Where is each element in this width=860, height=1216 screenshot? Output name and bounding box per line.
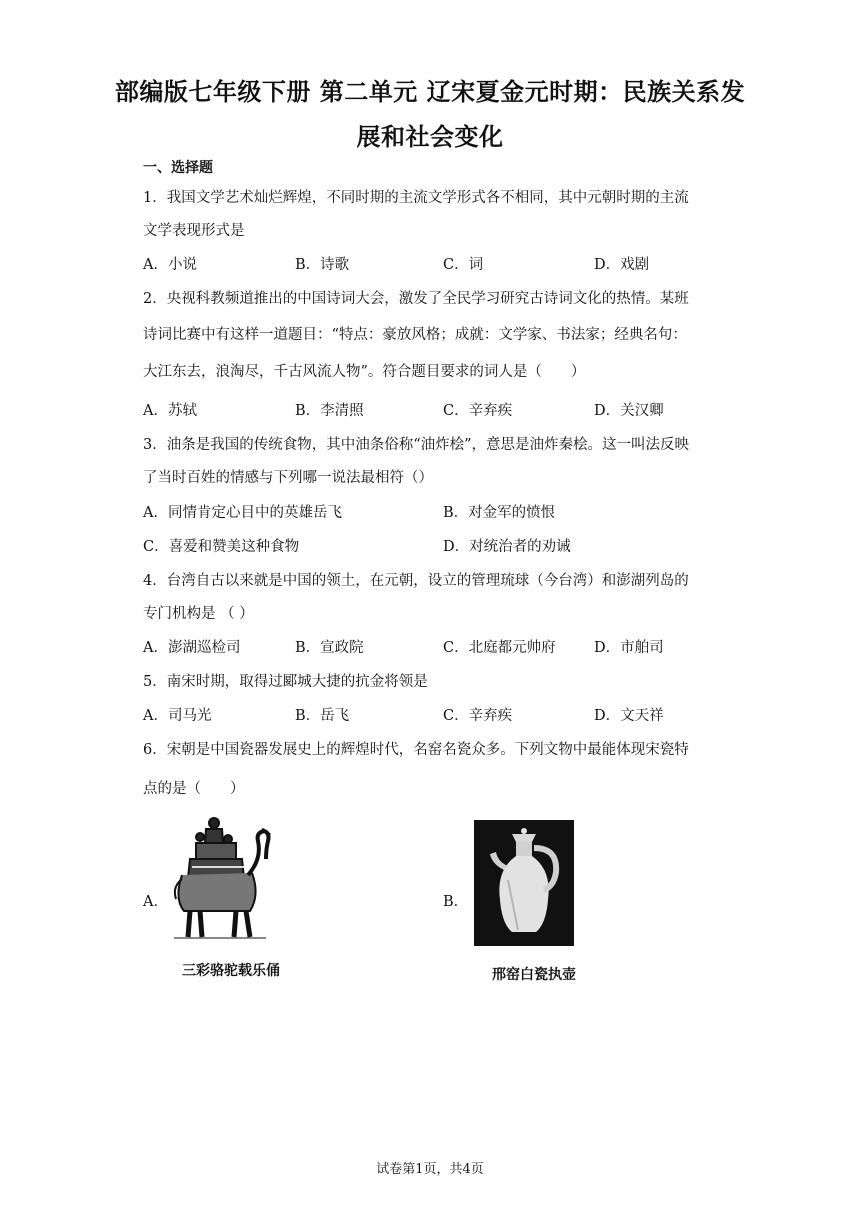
question-3-text-cont: 了当时百姓的情感与下列哪一说法最相符（） xyxy=(143,470,433,486)
q2-option-d[interactable]: D．关汉卿 xyxy=(594,403,664,419)
q1-option-a[interactable]: A．小说 xyxy=(143,257,197,273)
q6-option-a[interactable]: A． xyxy=(143,894,168,910)
question-1-text: 1．我国文学艺术灿烂辉煌，不同时期的主流文学形式各不相同，其中元朝时期的主流 xyxy=(143,190,689,206)
q6-caption-b: 邢窑白瓷执壶 xyxy=(492,967,576,983)
q2-option-c[interactable]: C．辛弃疾 xyxy=(443,403,513,419)
q3-option-d[interactable]: D．对统治者的劝诫 xyxy=(443,539,571,555)
question-5-text: 5．南宋时期，取得过郾城大捷的抗金将领是 xyxy=(143,674,428,690)
question-6-text: 6．宋朝是中国瓷器发展史上的辉煌时代，名窑名瓷众多。下列文物中最能体现宋瓷特 xyxy=(143,742,689,758)
q5-option-d[interactable]: D．文天祥 xyxy=(594,708,664,724)
q1-option-d[interactable]: D．戏剧 xyxy=(594,257,650,273)
q5-option-c[interactable]: C．辛弃疾 xyxy=(443,708,513,724)
q4-option-a[interactable]: A．澎湖巡检司 xyxy=(143,640,241,656)
q4-option-c[interactable]: C．北庭都元帅府 xyxy=(443,640,556,656)
question-2-text-cont: 诗词比赛中有这样一道题目：“特点：豪放风格；成就：文学家、书法家；经典名句： xyxy=(143,327,687,343)
question-2-text-cont2: 大江东去，浪淘尽，千古风流人物”。符合题目要求的词人是（ ） xyxy=(143,364,586,380)
page-title: 部编版七年级下册 第二单元 辽宋夏金元时期：民族关系发 xyxy=(114,78,746,106)
camel-figurine-image xyxy=(166,815,276,940)
q1-option-c[interactable]: C．词 xyxy=(443,257,484,273)
q4-option-b[interactable]: B．宣政院 xyxy=(295,640,364,656)
q3-option-c[interactable]: C．喜爱和赞美这种食物 xyxy=(143,539,300,555)
q3-option-a[interactable]: A．同情肯定心目中的英雄岳飞 xyxy=(143,505,342,521)
q6-caption-a: 三彩骆驼载乐俑 xyxy=(182,963,280,979)
q6-option-b[interactable]: B． xyxy=(443,894,469,910)
page-title-continued: 展和社会变化 xyxy=(356,123,504,151)
q5-option-a[interactable]: A．司马光 xyxy=(143,708,212,724)
page-footer: 试卷第1页，共4页 xyxy=(376,1162,484,1177)
q5-option-b[interactable]: B．岳飞 xyxy=(295,708,350,724)
q3-option-b[interactable]: B．对金军的愤恨 xyxy=(443,505,556,521)
question-1-text-cont: 文学表现形式是 xyxy=(143,223,245,239)
section-heading: 一、选择题 xyxy=(143,160,213,176)
question-2-text: 2．央视科教频道推出的中国诗词大会，激发了全民学习研究古诗词文化的热情。某班 xyxy=(143,291,689,307)
q1-option-b[interactable]: B．诗歌 xyxy=(295,257,350,273)
q2-option-b[interactable]: B．李清照 xyxy=(295,403,364,419)
q4-option-d[interactable]: D．市舶司 xyxy=(594,640,664,656)
q2-option-a[interactable]: A．苏轼 xyxy=(143,403,197,419)
question-6-text-cont: 点的是（ ） xyxy=(143,781,245,797)
question-4-text: 4．台湾自古以来就是中国的领土，在元朝，设立的管理琉球（今台湾）和澎湖列岛的 xyxy=(143,573,689,589)
question-3-text: 3．油条是我国的传统食物，其中油条俗称“油炸桧”，意思是油炸秦桧。这一叫法反映 xyxy=(143,437,690,453)
white-porcelain-ewer-image xyxy=(474,820,574,946)
question-4-text-cont: 专门机构是 （ ） xyxy=(143,606,254,622)
